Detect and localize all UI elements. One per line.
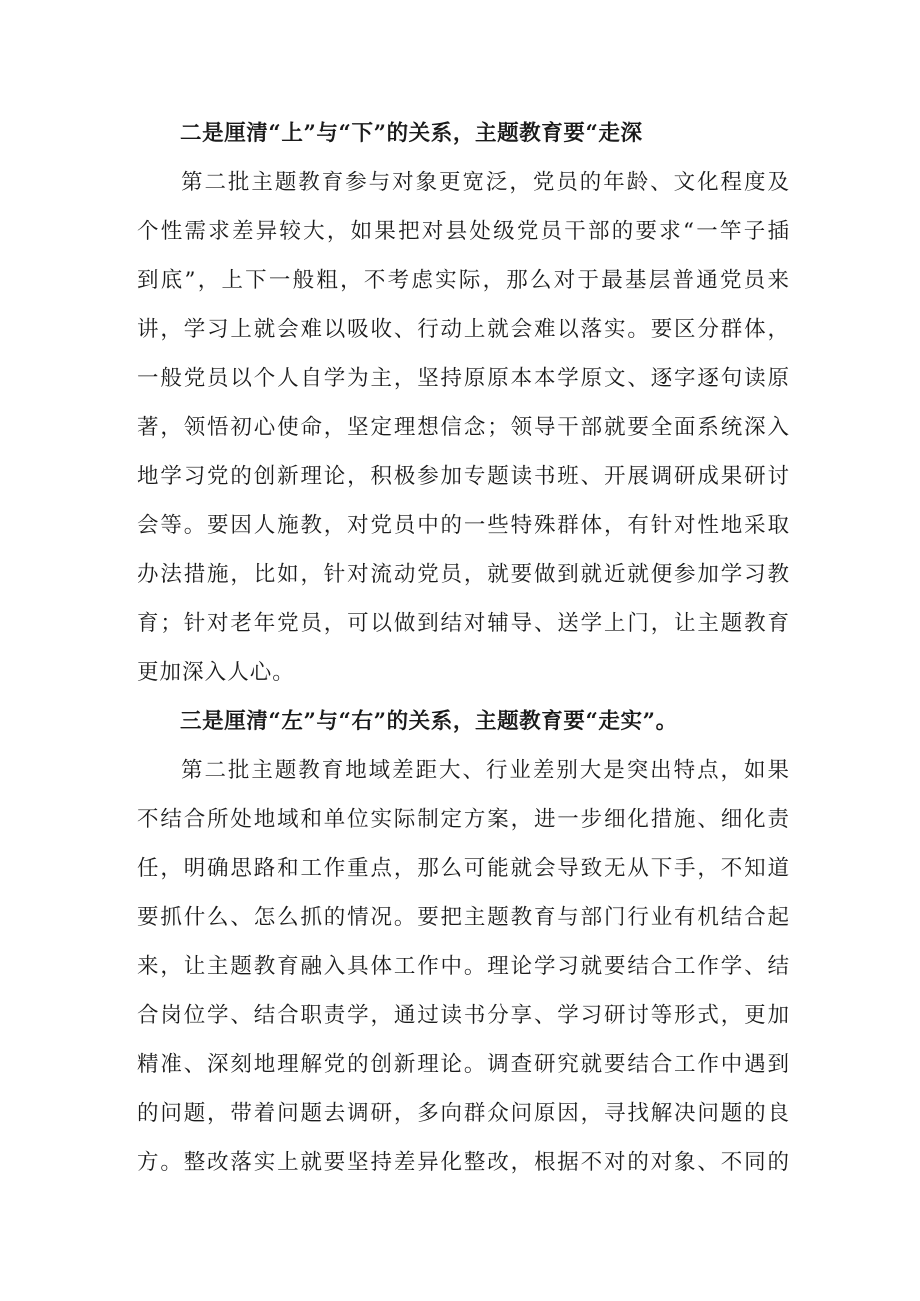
section-3-paragraph [137,746,790,1187]
paragraph-line: 会等。要因人施教，对党员中的一些特殊群体，有针对性地采取 [137,513,790,538]
paragraph-line: 育；针对老年党员，可以做到结对辅导、送学上门，让主题教育 [137,611,790,636]
paragraph-line: 来，让主题教育融入具体工作中。理论学习就要结合工作学、结 [137,954,790,979]
paragraph-line: 办法措施，比如，针对流动党员，就要做到就近就便参加学习教 [137,562,790,587]
paragraph-line: 的问题，带着问题去调研，多向群众问原因，寻找解决问题的良 [137,1101,790,1126]
paragraph-line: 著，领悟初心使命，坚定理想信念；领导干部就要全面系统深入 [137,415,790,440]
paragraph-line: 不结合所处地域和单位实际制定方案，进一步细化措施、细化责 [137,807,790,832]
paragraph-line: 一般党员以个人自学为主，坚持原原本本学原文、逐字逐句读原 [137,366,790,391]
paragraph-line: 方。整改落实上就要坚持差异化整改，根据不对的对象、不同的 [137,1150,790,1175]
section-2-paragraph [137,158,790,697]
paragraph-line: 任，明确思路和工作重点，那么可能就会导致无从下手，不知道 [137,856,790,881]
paragraph-line: 地学习党的创新理论，积极参加专题读书班、开展调研成果研讨 [137,464,790,489]
paragraph-line: 个性需求差异较大，如果把对县处级党员干部的要求“一竿子插 [137,219,790,244]
section-3-heading: 三是厘清“左”与“右”的关系，主题教育要“走实”。 [180,709,678,734]
paragraph-line: 第二批主题教育地域差距大、行业差别大是突出特点，如果 [181,758,790,783]
document-page [137,109,790,1187]
paragraph-line: 更加深入人心。 [137,660,295,685]
paragraph-line: 精准、深刻地理解党的创新理论。调查研究就要结合工作中遇到 [137,1052,790,1077]
paragraph-line: 要抓什么、怎么抓的情况。要把主题教育与部门行业有机结合起 [137,905,790,930]
paragraph-line: 到底”，上下一般粗，不考虑实际，那么对于最基层普通党员来 [137,268,790,293]
section-2-heading: 二是厘清“上”与“下”的关系，主题教育要“走深 [180,121,643,146]
paragraph-line: 第二批主题教育参与对象更宽泛，党员的年龄、文化程度及 [181,170,790,195]
paragraph-line: 合岗位学、结合职责学，通过读书分享、学习研讨等形式，更加 [137,1003,790,1028]
paragraph-line: 讲，学习上就会难以吸收、行动上就会难以落实。要区分群体， [137,317,790,342]
